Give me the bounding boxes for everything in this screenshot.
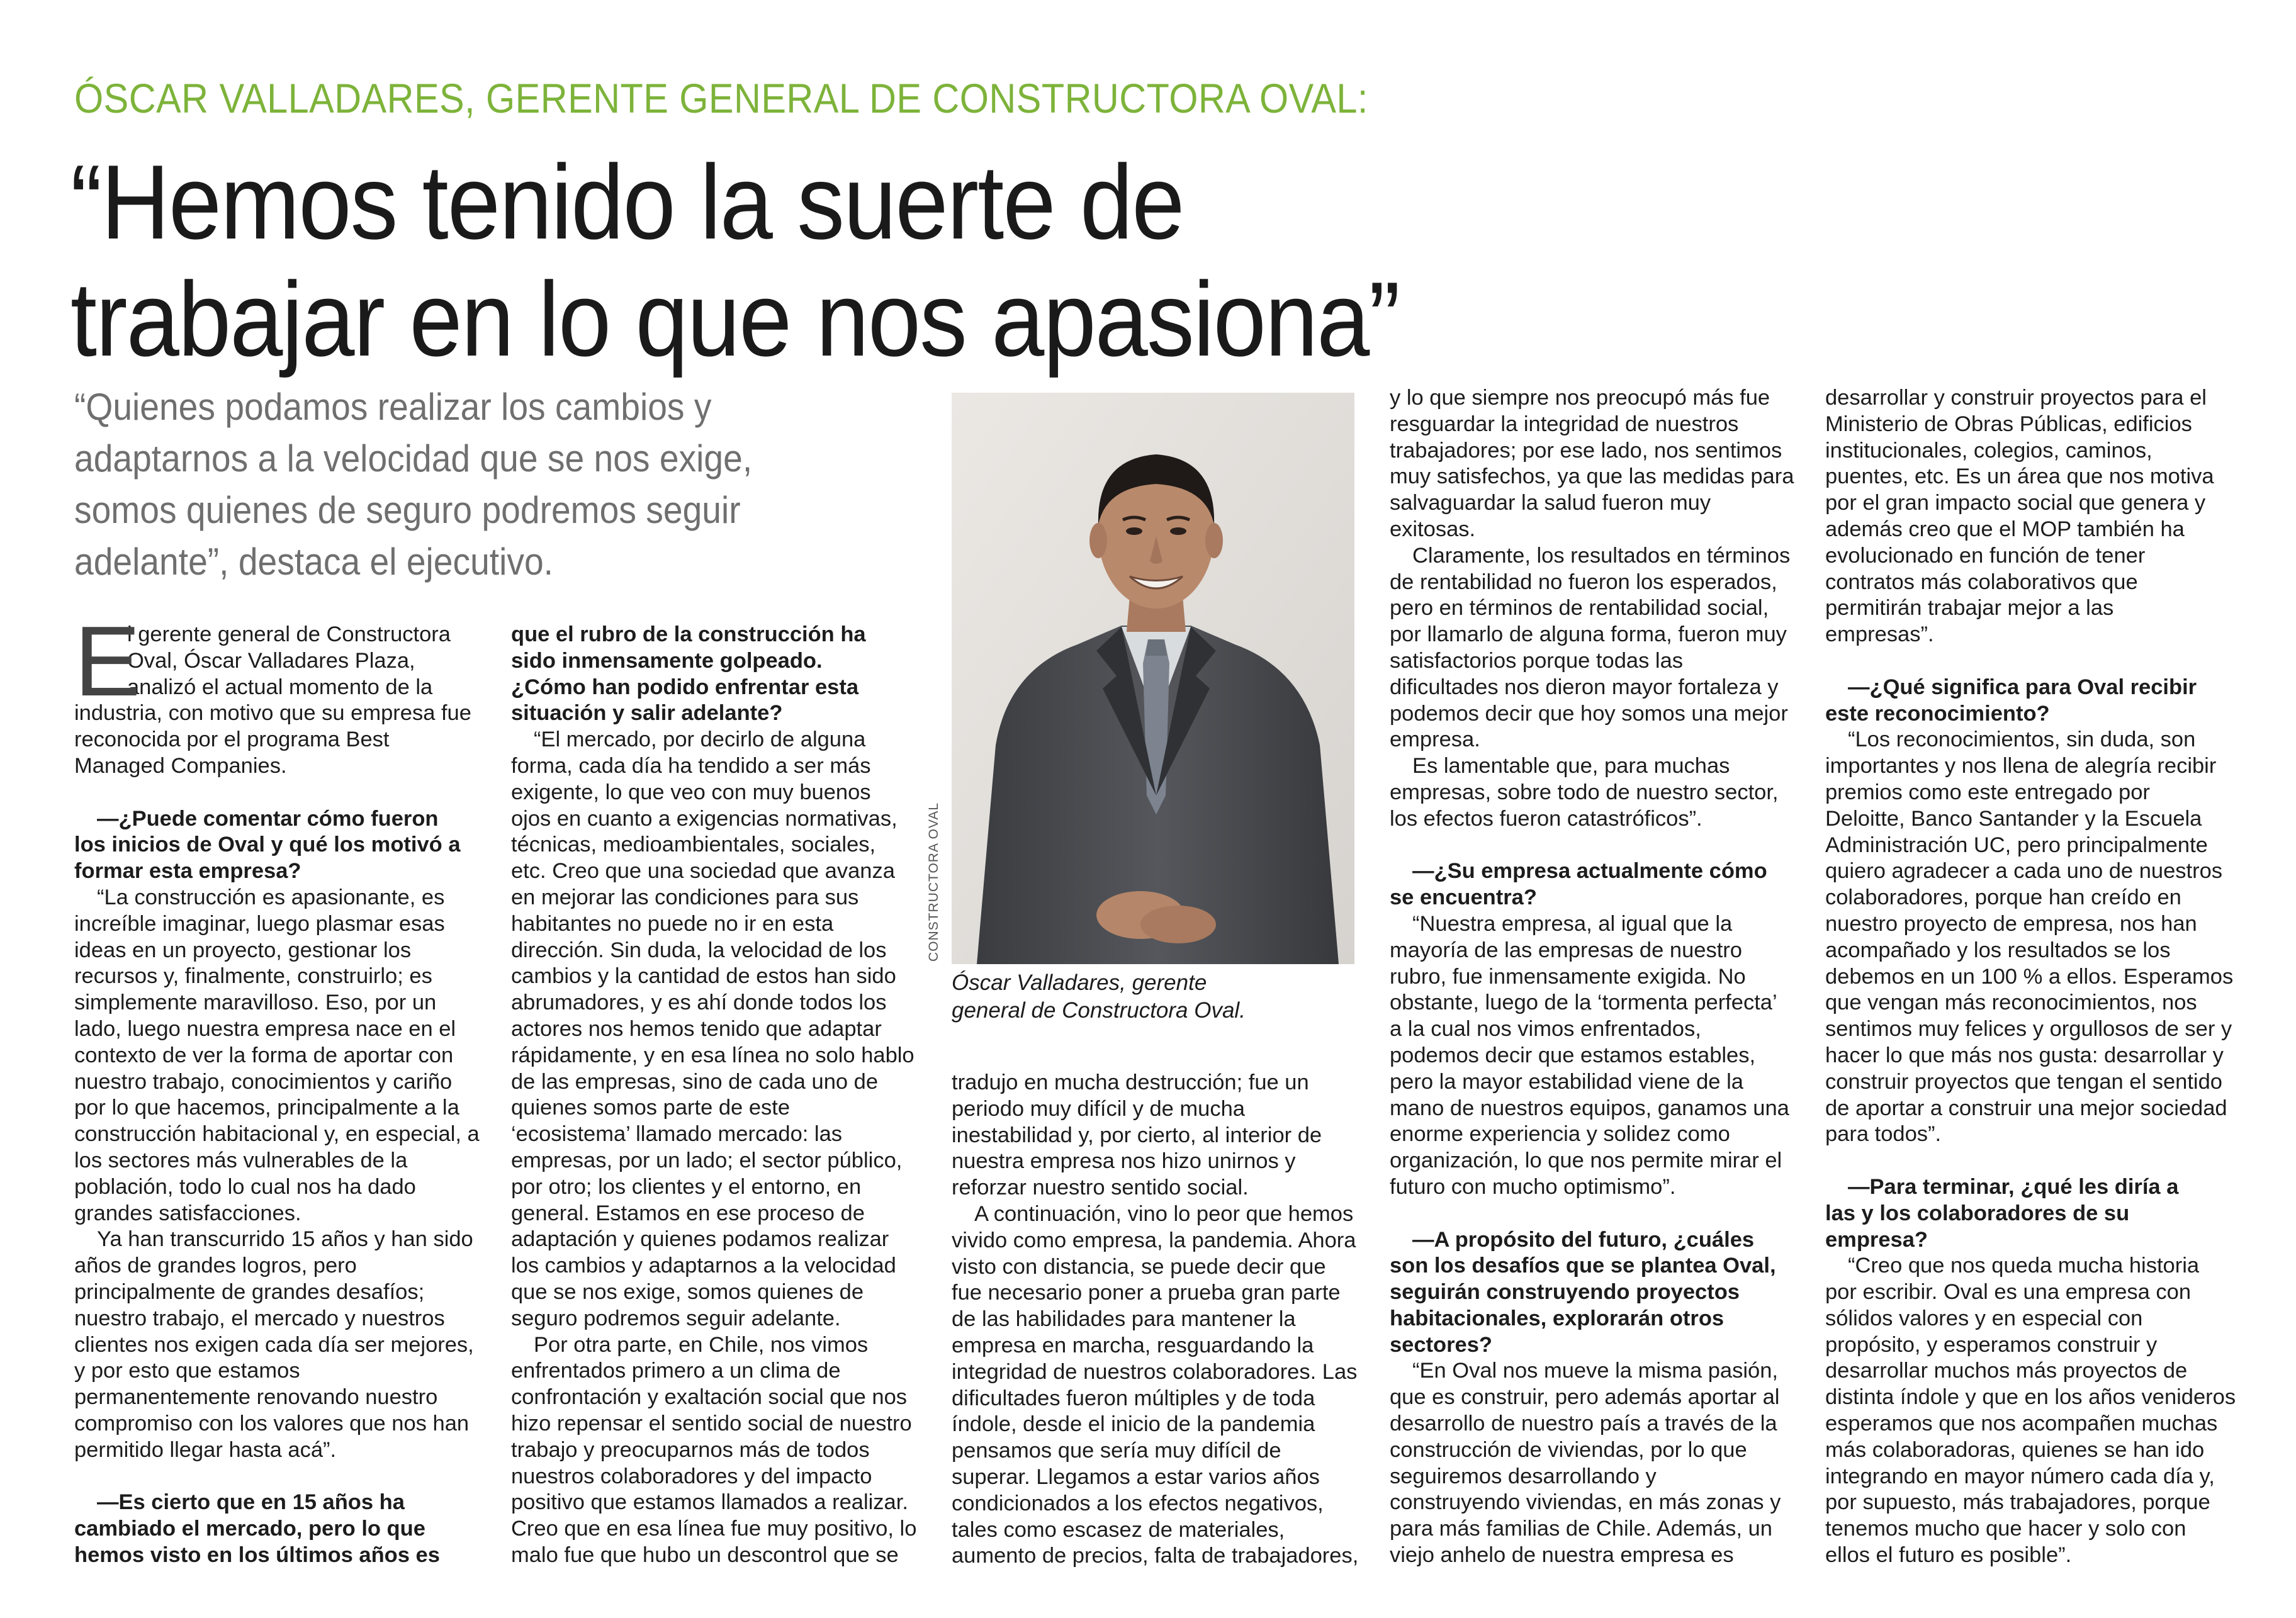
text-line: los sectores más vulnerables de la bbox=[74, 1148, 408, 1172]
text-line: población, todo lo cual nos ha dado bbox=[74, 1174, 416, 1199]
text-line: “Nuestra empresa, al igual que la bbox=[1412, 911, 1733, 936]
text-line: etc. Creo que una sociedad que avanza bbox=[511, 859, 895, 884]
text-line: fue necesario poner a prueba gran parte bbox=[952, 1281, 1341, 1305]
text-line: Oval, Óscar Valladares Plaza, bbox=[127, 648, 415, 673]
text-line: desarrollar y construir proyectos para el bbox=[1825, 386, 2207, 410]
text-line: además creo que el MOP también ha bbox=[1825, 517, 2185, 541]
text-line: visto con distancia, se puede decir que bbox=[952, 1254, 1326, 1279]
text-line: enfrentados primero a un clima de bbox=[511, 1359, 841, 1383]
drop-cap: E bbox=[74, 606, 141, 717]
text-line: reconocida por el programa Best bbox=[74, 728, 390, 752]
text-line: A continuación, vino lo peor que hemos bbox=[974, 1201, 1354, 1226]
question-line: sectores? bbox=[1390, 1332, 1492, 1357]
text-line: desarrollo de nuestro país a través de la bbox=[1390, 1412, 1777, 1436]
text-line: simplemente maravilloso. Eso, por un bbox=[74, 991, 437, 1015]
text-line: “Creo que nos queda mucha historia bbox=[1848, 1254, 2200, 1278]
text-line: “En Oval nos mueve la misma pasión, bbox=[1412, 1359, 1778, 1383]
text-line: de las empresas, sino de cada uno de bbox=[511, 1069, 879, 1094]
question-line: ¿Cómo han podido enfrentar esta bbox=[511, 675, 859, 699]
text-line: trabajadores; por ese lado, nos sentimos bbox=[1390, 438, 1782, 463]
text-line: sólidos valores y en especial con bbox=[1825, 1306, 2143, 1330]
text-line: índole, desde el inicio de la pandemia bbox=[952, 1412, 1315, 1437]
text-line: resguardar la integridad de nuestros bbox=[1390, 412, 1739, 436]
text-line: para todos”. bbox=[1825, 1122, 1942, 1147]
text-line: podemos decir que hoy somos una mejor bbox=[1390, 701, 1788, 726]
text-line: exitosas. bbox=[1390, 517, 1476, 541]
text-line: trabajo y preocuparnos más de todos bbox=[511, 1437, 870, 1462]
text-line: dirección. Sin duda, la velocidad de los bbox=[511, 938, 887, 962]
text-line: permitido llegar hasta acá”. bbox=[74, 1437, 337, 1462]
text-line: distinta índole y que en los años venideros bbox=[1825, 1385, 2236, 1410]
text-line: grandes satisfacciones. bbox=[74, 1201, 301, 1225]
text-line: por escribir. Oval es una empresa con bbox=[1825, 1280, 2192, 1305]
text-line: empresas, por un lado; el sector público, bbox=[511, 1148, 903, 1172]
text-line: “La construcción es apasionante, es bbox=[97, 885, 445, 909]
article-kicker: ÓSCAR VALLADARES, GERENTE GENERAL DE CONSTRUCTORA OVAL: bbox=[74, 75, 1368, 121]
photo-credit: CONSTRUCTORA OVAL bbox=[926, 802, 941, 962]
text-line: más colaboradoras, quienes se han ido bbox=[1825, 1437, 2205, 1462]
text-line: para más familias de Chile. Además, un bbox=[1390, 1517, 1772, 1541]
text-line: importantes y nos llena de alegría recibir bbox=[1825, 754, 2217, 778]
text-line: de rentabilidad no fueron los esperados, bbox=[1390, 570, 1777, 594]
text-line: dificultades fueron múltiples y de toda bbox=[952, 1386, 1315, 1410]
text-line: que se nos exige, somos quienes de bbox=[511, 1279, 864, 1304]
text-line: dificultades nos dieron mayor fortaleza y bbox=[1390, 675, 1779, 699]
text-line: seguro podremos seguir adelante. bbox=[511, 1306, 841, 1330]
text-line: futuro con mucho optimismo”. bbox=[1390, 1174, 1676, 1199]
article-column-1 bbox=[74, 606, 515, 1569]
text-line: construir proyectos que tengan el sentido bbox=[1825, 1069, 2222, 1094]
text-line: por llamarlo de alguna forma, fueron muy bbox=[1390, 622, 1787, 647]
text-line: y lo que siempre nos preocupó más fue bbox=[1390, 386, 1770, 410]
text-line: construcción de viviendas, por lo que bbox=[1390, 1437, 1747, 1462]
article-column-5 bbox=[1825, 385, 2266, 1569]
text-line: empresa. bbox=[1390, 728, 1480, 752]
deck-line: “Quienes podamos realizar los cambios y bbox=[74, 386, 712, 428]
text-line: quienes somos parte de este bbox=[511, 1096, 791, 1120]
article-column-3 bbox=[952, 1070, 1392, 1570]
text-line: aumento de precios, falta de trabajadores, bbox=[952, 1544, 1359, 1568]
text-line: premios como este entregado por bbox=[1825, 780, 2150, 804]
text-line: que es construir, pero además aportar al bbox=[1390, 1385, 1780, 1410]
text-line: integridad de nuestros colaboradores. Las bbox=[952, 1359, 1358, 1384]
text-line: evolucionado en función de tener bbox=[1825, 543, 2146, 568]
text-line: inestabilidad y, por cierto, al interior de bbox=[952, 1123, 1322, 1147]
text-line: mano de nuestros equipos, ganamos una bbox=[1390, 1096, 1789, 1120]
text-line: desarrollar muchos más proyectos de bbox=[1825, 1359, 2188, 1383]
text-line: contexto de ver la forma de aportar con bbox=[74, 1043, 454, 1067]
text-line: condicionados a los efectos negativos, bbox=[952, 1491, 1324, 1515]
question-line: habitacionales, explorarán otros bbox=[1390, 1306, 1725, 1330]
text-line: habitantes no puede no ir en esta bbox=[511, 911, 834, 936]
text-line: debemos en un 100 % a ellos. Esperamos bbox=[1825, 964, 2234, 989]
text-line: Administración UC, pero principalmente bbox=[1825, 833, 2208, 857]
text-line: hacer lo que más nos gusta: desarrollar y bbox=[1825, 1043, 2224, 1067]
intro-paragraph bbox=[74, 606, 515, 780]
text-line: por lo que hacemos, principalmente a la bbox=[74, 1096, 459, 1120]
deck-line: adelante”, destaca el ejecutivo. bbox=[74, 541, 554, 583]
text-line: acompañado y los resultados se los bbox=[1825, 938, 2171, 962]
text-line: superar. Llegamos a estar varios años bbox=[952, 1464, 1320, 1489]
text-line: l gerente general de Constructora bbox=[127, 622, 451, 646]
question-line: este reconocimiento? bbox=[1825, 701, 2050, 726]
portrait-photo bbox=[952, 393, 1354, 964]
text-line: tenemos mucho que hacer y solo con bbox=[1825, 1517, 2186, 1541]
text-line: nuestros colaboradores y del impacto bbox=[511, 1464, 872, 1488]
text-line: analizó el actual momento de la bbox=[127, 675, 433, 699]
question-line: se encuentra? bbox=[1390, 885, 1537, 910]
text-line: adaptación y quienes podamos realizar bbox=[511, 1227, 889, 1252]
question-line: situación y salir adelante? bbox=[511, 701, 783, 726]
text-line: nuestro trabajo, el mercado y nuestros bbox=[74, 1306, 445, 1330]
text-line: malo fue que hubo un descontrol que se bbox=[511, 1542, 899, 1567]
text-line: viejo anhelo de nuestra empresa es bbox=[1390, 1543, 1734, 1568]
text-line: positivo que estamos llamados a realizar. bbox=[511, 1490, 908, 1515]
article-deck bbox=[74, 381, 943, 588]
question-line: —Es cierto que en 15 años ha bbox=[97, 1490, 405, 1515]
text-line: pensamos que sería muy difícil de bbox=[952, 1439, 1281, 1463]
text-line: hizo repensar el sentido social de nuestro bbox=[511, 1411, 912, 1435]
text-line: exigente, lo que veo con muy buenos bbox=[511, 780, 871, 804]
text-line: por el gran impacto social que genera y bbox=[1825, 491, 2206, 515]
text-line: Es lamentable que, para muchas bbox=[1412, 754, 1730, 778]
text-line: nuestro proyecto de empresa, nos han bbox=[1825, 911, 2197, 936]
headline-line: “Hemos tenido la suerte de bbox=[70, 143, 1184, 261]
text-line: construcción habitacional y, en especial, a bbox=[74, 1122, 480, 1147]
question-line: que el rubro de la construcción ha bbox=[511, 622, 866, 646]
text-line: pero en términos de rentabilidad social, bbox=[1390, 596, 1769, 621]
text-line: integrando en mayor número cada día y, bbox=[1825, 1464, 2215, 1488]
text-line: rápidamente, y en esa línea no solo hablo bbox=[511, 1043, 914, 1067]
text-line: forma, cada día ha tendido a ser más bbox=[511, 753, 871, 778]
photo-caption bbox=[952, 969, 1367, 1025]
text-line: a la cual nos vimos enfrentados, bbox=[1390, 1017, 1701, 1042]
text-line: por otro; los clientes y el entorno, en bbox=[511, 1174, 862, 1199]
text-line: Creo que en esa línea fue muy positivo, lo bbox=[511, 1517, 917, 1541]
text-line: muy satisfechos, ya que las medidas para bbox=[1390, 464, 1794, 489]
text-line: reforzar nuestro sentido social. bbox=[952, 1176, 1249, 1200]
question-line: cambiado el mercado, pero lo que bbox=[74, 1517, 425, 1541]
text-line: empresas, sobre todo de nuestro sector, bbox=[1390, 780, 1779, 804]
text-line: Por otra parte, en Chile, nos vimos bbox=[534, 1332, 869, 1357]
question-line: formar esta empresa? bbox=[74, 859, 301, 884]
text-line: Claramente, los resultados en términos bbox=[1412, 543, 1791, 568]
text-line: organización, lo que nos permite mirar el bbox=[1390, 1149, 1782, 1173]
text-line: los efectos fueron catastróficos”. bbox=[1390, 806, 1702, 831]
text-line: increíble imaginar, luego plasmar esas bbox=[74, 911, 445, 936]
text-line: institucionales, colegios, caminos, bbox=[1825, 438, 2152, 463]
question-line: son los desafíos que se plantea Oval, bbox=[1390, 1254, 1776, 1278]
caption-line: Óscar Valladares, gerente bbox=[952, 970, 1207, 995]
text-line: abrumadores, y es ahí donde todos los bbox=[511, 991, 887, 1015]
question-line: sido inmensamente golpeado. bbox=[511, 648, 823, 673]
text-line: industria, con motivo que su empresa fue bbox=[74, 701, 471, 726]
question-line: —¿Puede comentar cómo fueron bbox=[97, 806, 439, 831]
text-line: periodo muy difícil y de mucha bbox=[952, 1096, 1245, 1121]
text-line: técnicas, medioambientales, sociales, bbox=[511, 833, 876, 857]
text-line: los cambios y adaptarnos a la velocidad bbox=[511, 1254, 896, 1278]
question-line: empresa? bbox=[1825, 1227, 1928, 1252]
text-line: general. Estamos en ese proceso de bbox=[511, 1201, 865, 1225]
text-line: quiero agradecer a cada uno de nuestros bbox=[1825, 859, 2223, 884]
headline-line: trabajar en lo que nos apasiona” bbox=[70, 260, 1400, 378]
question-line: —¿Qué significa para Oval recibir bbox=[1848, 675, 2197, 699]
text-line: Deloitte, Banco Santander y la Escuela bbox=[1825, 806, 2202, 831]
text-line: permitirán trabajar mejor a las bbox=[1825, 596, 2114, 621]
question-line: los inicios de Oval y qué los motivó a bbox=[74, 833, 461, 857]
text-line: sentimos muy felices y orgullosos de ser y bbox=[1825, 1017, 2232, 1042]
text-line: empresa en marcha, resguardando la bbox=[952, 1333, 1314, 1357]
text-line: actores nos hemos tenido que adaptar bbox=[511, 1016, 882, 1041]
article-column-2 bbox=[511, 622, 952, 1569]
text-line: “El mercado, por decirlo de alguna bbox=[534, 728, 866, 752]
deck-line: adaptarnos a la velocidad que se nos exige, bbox=[74, 437, 753, 480]
text-line: salvaguardar la salud fueron muy bbox=[1390, 491, 1711, 515]
text-line: empresas”. bbox=[1825, 622, 1934, 647]
text-line: contratos más colaborativos que bbox=[1825, 570, 2138, 594]
question-line: las y los colaboradores de su bbox=[1825, 1201, 2130, 1225]
text-line: “Los reconocimientos, sin duda, son bbox=[1848, 728, 2196, 752]
text-line: de las habilidades para mantener la bbox=[952, 1307, 1296, 1332]
text-line: ‘ecosistema’ llamado mercado: las bbox=[511, 1122, 843, 1147]
question-line: —¿Su empresa actualmente cómo bbox=[1412, 859, 1767, 884]
text-line: cambios y la cantidad de estos han sido bbox=[511, 964, 896, 989]
text-line: permanentemente renovando nuestro bbox=[74, 1385, 438, 1410]
text-line: recursos y, finalmente, construirlo; es bbox=[74, 964, 432, 989]
text-line: construyendo viviendas, en más zonas y bbox=[1390, 1490, 1781, 1515]
text-line: lado, luego nuestra empresa nace en el bbox=[74, 1016, 456, 1041]
text-line: puentes, etc. Es un área que nos motiva bbox=[1825, 464, 2214, 489]
text-line: obstante, luego de la ‘tormenta perfecta’ bbox=[1390, 991, 1777, 1015]
text-line: años de grandes logros, pero bbox=[74, 1254, 357, 1278]
text-line: confrontación y exaltación social que nos bbox=[511, 1385, 908, 1410]
deck-line: somos quienes de seguro podremos seguir bbox=[74, 489, 741, 531]
text-line: nuestro trabajo, conocimientos y cariño bbox=[74, 1069, 453, 1094]
text-line: esperamos que nos acompañen muchas bbox=[1825, 1412, 2218, 1436]
text-line: compromiso con los valores que nos han bbox=[74, 1411, 470, 1435]
text-line: propósito, y esperamos construir y bbox=[1825, 1332, 2158, 1357]
text-line: que vengan más reconocimientos, nos bbox=[1825, 991, 2197, 1015]
article-column-4 bbox=[1390, 385, 1830, 1569]
text-line: y por esto que estamos bbox=[74, 1359, 300, 1383]
text-line: seguiremos desarrollando y bbox=[1390, 1464, 1657, 1488]
text-line: mayoría de las empresas de nuestro bbox=[1390, 938, 1742, 962]
text-line: Ministerio de Obras Públicas, edificios bbox=[1825, 412, 2192, 436]
text-line: satisfactorios porque todas las bbox=[1390, 648, 1684, 673]
question-line: hemos visto en los últimos años es bbox=[74, 1542, 440, 1567]
question-line: —Para terminar, ¿qué les diría a bbox=[1848, 1174, 2179, 1199]
text-line: tales como escasez de materiales, bbox=[952, 1517, 1285, 1542]
question-line: seguirán construyendo proyectos bbox=[1390, 1280, 1740, 1305]
question-line: —A propósito del futuro, ¿cuáles bbox=[1412, 1227, 1755, 1252]
portrait-illustration bbox=[952, 393, 1354, 964]
text-line: clientes nos exigen cada día ser mejores, bbox=[74, 1332, 474, 1357]
text-line: principalmente de grandes desafíos; bbox=[74, 1279, 425, 1304]
text-line: de aportar a construir una mejor sociedad bbox=[1825, 1096, 2227, 1120]
text-line: rubro, fue inmensamente exigida. No bbox=[1390, 964, 1746, 989]
text-line: ellos el futuro es posible”. bbox=[1825, 1543, 2072, 1568]
text-line: por supuesto, más trabajadores, porque bbox=[1825, 1490, 2210, 1515]
text-line: ideas en un proyecto, gestionar los bbox=[74, 938, 412, 962]
text-line: ojos en cuanto a exigencias normativas, bbox=[511, 806, 898, 831]
text-line: nuestra empresa nos hizo unirnos y bbox=[952, 1149, 1296, 1174]
text-line: podemos decir que estamos estables, bbox=[1390, 1043, 1756, 1067]
text-line: colaboradores, porque han creído en bbox=[1825, 885, 2181, 910]
text-line: en mejorar las condiciones para sus bbox=[511, 885, 859, 909]
text-line: vivido como empresa, la pandemia. Ahora bbox=[952, 1228, 1356, 1252]
caption-line: general de Constructora Oval. bbox=[952, 998, 1246, 1023]
text-line: Managed Companies. bbox=[74, 753, 287, 778]
text-line: enorme experiencia y solidez como bbox=[1390, 1122, 1730, 1147]
article-headline bbox=[70, 143, 1940, 378]
text-line: tradujo en mucha destrucción; fue un bbox=[952, 1070, 1309, 1094]
text-line: Ya han transcurrido 15 años y han sido bbox=[97, 1227, 473, 1252]
text-line: pero la mayor estabilidad viene de la bbox=[1390, 1069, 1743, 1094]
